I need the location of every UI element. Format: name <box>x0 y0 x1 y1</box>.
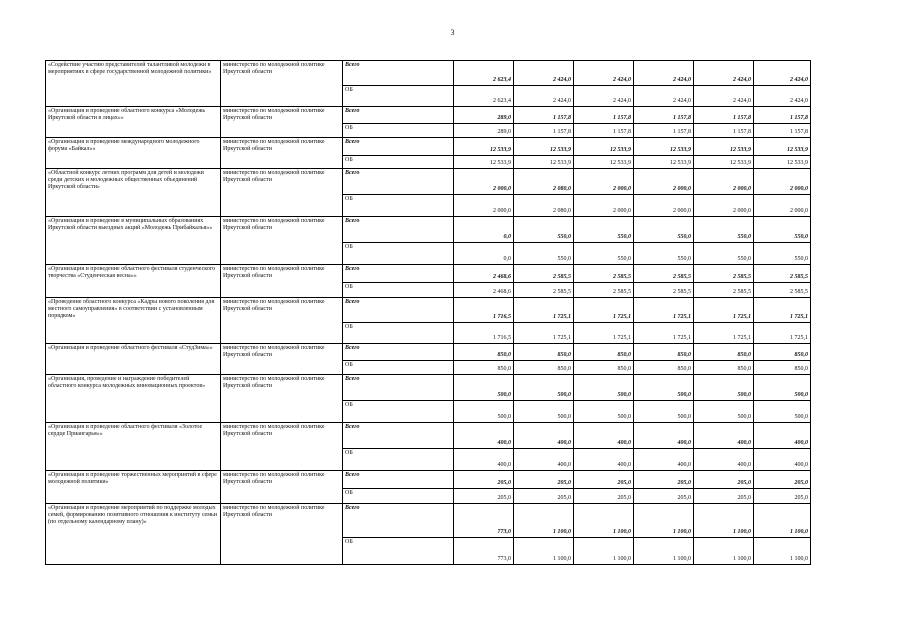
responsible-org: министерство по молодежной политике Иркутской области <box>221 422 343 470</box>
page-number: 3 <box>450 28 455 37</box>
ob-value: 205,0 <box>514 489 574 504</box>
total-value: 550,0 <box>634 216 694 242</box>
ob-value: 1 725,1 <box>754 323 811 343</box>
total-value: 1 100,0 <box>574 504 634 537</box>
responsible-org: министерство по молодежной политике Иркутской области <box>221 107 343 138</box>
table-row-total <box>46 107 811 124</box>
total-value: 0,0 <box>454 216 514 242</box>
total-value: 1 725,1 <box>694 298 754 323</box>
ob-value: 1 100,0 <box>694 537 754 564</box>
total-value: 2 424,0 <box>634 61 694 86</box>
total-value: 205,0 <box>694 471 754 489</box>
total-value: 12 533,9 <box>694 138 754 155</box>
ob-value: 2 424,0 <box>694 86 754 107</box>
funding-type-label: Всего <box>343 422 454 448</box>
total-value: 2 080,0 <box>514 168 574 194</box>
total-value: 2 585,5 <box>634 265 694 283</box>
activity-name: «Организация и проведение международного молодежного форума «Байкал»» <box>46 138 221 168</box>
total-value: 2 585,5 <box>514 265 574 283</box>
total-value: 500,0 <box>634 374 694 400</box>
total-value: 2 585,5 <box>574 265 634 283</box>
total-value: 400,0 <box>634 422 694 448</box>
total-value: 550,0 <box>754 216 811 242</box>
total-value: 850,0 <box>454 343 514 360</box>
total-value: 2 000,0 <box>754 168 811 194</box>
ob-value: 2 424,0 <box>754 86 811 107</box>
activity-name: «Организация и проведение областного конкурса «Молодежь Иркутской области в лицах»» <box>46 107 221 138</box>
total-value: 1 157,8 <box>694 107 754 124</box>
ob-value: 850,0 <box>454 360 514 374</box>
total-value: 400,0 <box>514 422 574 448</box>
ob-value: 205,0 <box>694 489 754 504</box>
total-value: 2 424,0 <box>694 61 754 86</box>
ob-value: 500,0 <box>694 400 754 422</box>
total-value: 850,0 <box>694 343 754 360</box>
ob-value: 1 716,5 <box>454 323 514 343</box>
funding-type-label: ОБ <box>343 124 454 138</box>
ob-value: 850,0 <box>694 360 754 374</box>
total-value: 773,0 <box>454 504 514 537</box>
total-value: 1 157,8 <box>574 107 634 124</box>
budget-table <box>45 60 811 565</box>
responsible-org: министерство по молодежной политике Иркутской области <box>221 265 343 298</box>
total-value: 850,0 <box>754 343 811 360</box>
total-value: 12 533,9 <box>634 138 694 155</box>
total-value: 2 000,0 <box>454 168 514 194</box>
total-value: 2 000,0 <box>634 168 694 194</box>
total-value: 2 424,0 <box>754 61 811 86</box>
table-row-total <box>46 61 811 86</box>
funding-type-label: Всего <box>343 471 454 489</box>
ob-value: 850,0 <box>574 360 634 374</box>
total-value: 550,0 <box>514 216 574 242</box>
ob-value: 550,0 <box>574 243 634 265</box>
activity-name: «Организация и проведение торжественных мероприятий в сфере молодежной политики» <box>46 471 221 504</box>
total-value: 12 533,9 <box>754 138 811 155</box>
ob-value: 12 533,9 <box>694 155 754 168</box>
ob-value: 1 725,1 <box>694 323 754 343</box>
funding-type-label: ОБ <box>343 489 454 504</box>
total-value: 1 157,8 <box>514 107 574 124</box>
total-value: 850,0 <box>634 343 694 360</box>
ob-value: 2 623,4 <box>454 86 514 107</box>
ob-value: 2 585,5 <box>754 283 811 298</box>
total-value: 12 533,9 <box>454 138 514 155</box>
total-value: 1 725,1 <box>634 298 694 323</box>
total-value: 205,0 <box>574 471 634 489</box>
ob-value: 850,0 <box>514 360 574 374</box>
table-row-total <box>46 504 811 537</box>
total-value: 2 585,5 <box>754 265 811 283</box>
ob-value: 1 157,8 <box>574 124 634 138</box>
ob-value: 500,0 <box>634 400 694 422</box>
funding-type-label: ОБ <box>343 400 454 422</box>
ob-value: 289,0 <box>454 124 514 138</box>
funding-type-label: ОБ <box>343 449 454 471</box>
ob-value: 500,0 <box>514 400 574 422</box>
activity-name: «Проведение областного конкурса «Кадры нового поколения для местного самоуправления» в соответствии с установленным порядком» <box>46 298 221 343</box>
total-value: 1 157,8 <box>754 107 811 124</box>
table-row-total <box>46 422 811 448</box>
ob-value: 2 585,5 <box>634 283 694 298</box>
ob-value: 205,0 <box>574 489 634 504</box>
total-value: 1 100,0 <box>514 504 574 537</box>
ob-value: 2 000,0 <box>634 194 694 216</box>
total-value: 289,0 <box>454 107 514 124</box>
ob-value: 550,0 <box>634 243 694 265</box>
ob-value: 2 000,0 <box>754 194 811 216</box>
total-value: 12 533,9 <box>574 138 634 155</box>
activity-name: «Содействие участию представителей талантливой молодежи в мероприятиях в сфере государственной молодежной политики» <box>46 61 221 107</box>
total-value: 850,0 <box>574 343 634 360</box>
ob-value: 2 585,5 <box>574 283 634 298</box>
total-value: 1 157,8 <box>634 107 694 124</box>
total-value: 1 100,0 <box>694 504 754 537</box>
funding-type-label: ОБ <box>343 243 454 265</box>
activity-name: «Организация и проведение в муниципальных образованиях Иркутской области выездных акций «Молодежь Прибайкалья»» <box>46 216 221 264</box>
ob-value: 2 000,0 <box>694 194 754 216</box>
ob-value: 1 725,1 <box>634 323 694 343</box>
total-value: 400,0 <box>754 422 811 448</box>
ob-value: 400,0 <box>514 449 574 471</box>
total-value: 850,0 <box>514 343 574 360</box>
ob-value: 2 585,5 <box>694 283 754 298</box>
activity-name: «Организация и проведение областного фестиваля студенческого творчества «Студенческая весна»» <box>46 265 221 298</box>
table-row-total <box>46 265 811 283</box>
total-value: 2 424,0 <box>574 61 634 86</box>
total-value: 400,0 <box>574 422 634 448</box>
funding-type-label: Всего <box>343 265 454 283</box>
table-row-total <box>46 471 811 489</box>
total-value: 12 533,9 <box>514 138 574 155</box>
responsible-org: министерство по молодежной политике Иркутской области <box>221 216 343 264</box>
ob-value: 2 000,0 <box>574 194 634 216</box>
funding-type-label: ОБ <box>343 194 454 216</box>
funding-type-label: Всего <box>343 504 454 537</box>
ob-value: 2 080,0 <box>514 194 574 216</box>
table-row-total <box>46 216 811 242</box>
responsible-org: министерство по молодежной политике Иркутской области <box>221 168 343 216</box>
total-value: 1 100,0 <box>754 504 811 537</box>
total-value: 205,0 <box>634 471 694 489</box>
funding-type-label: Всего <box>343 107 454 124</box>
ob-value: 205,0 <box>754 489 811 504</box>
funding-type-label: Всего <box>343 61 454 86</box>
ob-value: 12 533,9 <box>574 155 634 168</box>
ob-value: 400,0 <box>754 449 811 471</box>
total-value: 1 716,5 <box>454 298 514 323</box>
funding-type-label: ОБ <box>343 323 454 343</box>
ob-value: 12 533,9 <box>754 155 811 168</box>
total-value: 500,0 <box>574 374 634 400</box>
total-value: 205,0 <box>514 471 574 489</box>
ob-value: 1 100,0 <box>574 537 634 564</box>
total-value: 500,0 <box>694 374 754 400</box>
funding-type-label: ОБ <box>343 537 454 564</box>
ob-value: 500,0 <box>454 400 514 422</box>
responsible-org: министерство по молодежной политике Иркутской области <box>221 504 343 565</box>
ob-value: 12 533,9 <box>514 155 574 168</box>
responsible-org: министерство по молодежной политике Иркутской области <box>221 298 343 343</box>
total-value: 2 585,5 <box>694 265 754 283</box>
total-value: 205,0 <box>754 471 811 489</box>
responsible-org: министерство по молодежной политике Иркутской области <box>221 471 343 504</box>
total-value: 2 424,0 <box>514 61 574 86</box>
ob-value: 1 100,0 <box>754 537 811 564</box>
ob-value: 0,0 <box>454 243 514 265</box>
ob-value: 400,0 <box>694 449 754 471</box>
total-value: 2 468,6 <box>454 265 514 283</box>
responsible-org: министерство по молодежной политике Иркутской области <box>221 374 343 422</box>
total-value: 550,0 <box>574 216 634 242</box>
total-value: 1 725,1 <box>754 298 811 323</box>
total-value: 500,0 <box>454 374 514 400</box>
ob-value: 850,0 <box>754 360 811 374</box>
total-value: 400,0 <box>694 422 754 448</box>
table-row-total <box>46 298 811 323</box>
total-value: 500,0 <box>514 374 574 400</box>
funding-type-label: Всего <box>343 138 454 155</box>
activity-name: «Областной конкурс летних программ для детей и молодежи среди детских и молодежных общественных объединений Иркутской области» <box>46 168 221 216</box>
ob-value: 1 725,1 <box>514 323 574 343</box>
ob-value: 400,0 <box>574 449 634 471</box>
total-value: 2 623,4 <box>454 61 514 86</box>
ob-value: 1 157,8 <box>694 124 754 138</box>
ob-value: 205,0 <box>454 489 514 504</box>
total-value: 550,0 <box>694 216 754 242</box>
funding-type-label: Всего <box>343 168 454 194</box>
responsible-org: министерство по молодежной политике Иркутской области <box>221 61 343 107</box>
total-value: 1 100,0 <box>634 504 694 537</box>
funding-type-label: ОБ <box>343 86 454 107</box>
ob-value: 12 533,9 <box>634 155 694 168</box>
table-row-total <box>46 138 811 155</box>
ob-value: 2 468,6 <box>454 283 514 298</box>
activity-name: «Организация и проведение областного фестиваля «СтудЗима»» <box>46 343 221 374</box>
total-value: 205,0 <box>454 471 514 489</box>
total-value: 1 725,1 <box>574 298 634 323</box>
ob-value: 2 000,0 <box>454 194 514 216</box>
ob-value: 1 157,8 <box>634 124 694 138</box>
activity-name: «Организация, проведение и награждение победителей областного конкурса молодежных инновационных проектов» <box>46 374 221 422</box>
responsible-org: министерство по молодежной политике Иркутской области <box>221 138 343 168</box>
ob-value: 850,0 <box>634 360 694 374</box>
funding-type-label: Всего <box>343 374 454 400</box>
activity-name: «Организация и проведение областного фестиваля «Золотое сердце Приангарья»» <box>46 422 221 470</box>
ob-value: 1 100,0 <box>514 537 574 564</box>
ob-value: 400,0 <box>634 449 694 471</box>
table-row-total <box>46 168 811 194</box>
table-row-total <box>46 374 811 400</box>
ob-value: 12 533,9 <box>454 155 514 168</box>
responsible-org: министерство по молодежной политике Иркутской области <box>221 343 343 374</box>
ob-value: 550,0 <box>514 243 574 265</box>
ob-value: 2 424,0 <box>634 86 694 107</box>
ob-value: 550,0 <box>754 243 811 265</box>
ob-value: 1 100,0 <box>634 537 694 564</box>
ob-value: 1 157,8 <box>514 124 574 138</box>
total-value: 2 000,0 <box>694 168 754 194</box>
ob-value: 773,0 <box>454 537 514 564</box>
funding-type-label: ОБ <box>343 155 454 168</box>
total-value: 500,0 <box>754 374 811 400</box>
ob-value: 550,0 <box>694 243 754 265</box>
funding-type-label: Всего <box>343 343 454 360</box>
ob-value: 2 424,0 <box>574 86 634 107</box>
activity-name: «Организация и проведение мероприятий по поддержке молодых семей, формированию позитивного отношения к институту семьи (по отдельному календарному плану)» <box>46 504 221 565</box>
ob-value: 1 157,8 <box>754 124 811 138</box>
ob-value: 205,0 <box>634 489 694 504</box>
ob-value: 2 585,5 <box>514 283 574 298</box>
funding-type-label: ОБ <box>343 360 454 374</box>
ob-value: 1 725,1 <box>574 323 634 343</box>
ob-value: 500,0 <box>574 400 634 422</box>
total-value: 2 000,0 <box>574 168 634 194</box>
funding-type-label: Всего <box>343 298 454 323</box>
ob-value: 400,0 <box>454 449 514 471</box>
ob-value: 2 424,0 <box>514 86 574 107</box>
total-value: 400,0 <box>454 422 514 448</box>
funding-type-label: Всего <box>343 216 454 242</box>
funding-type-label: ОБ <box>343 283 454 298</box>
table-row-total <box>46 343 811 360</box>
total-value: 1 725,1 <box>514 298 574 323</box>
ob-value: 500,0 <box>754 400 811 422</box>
